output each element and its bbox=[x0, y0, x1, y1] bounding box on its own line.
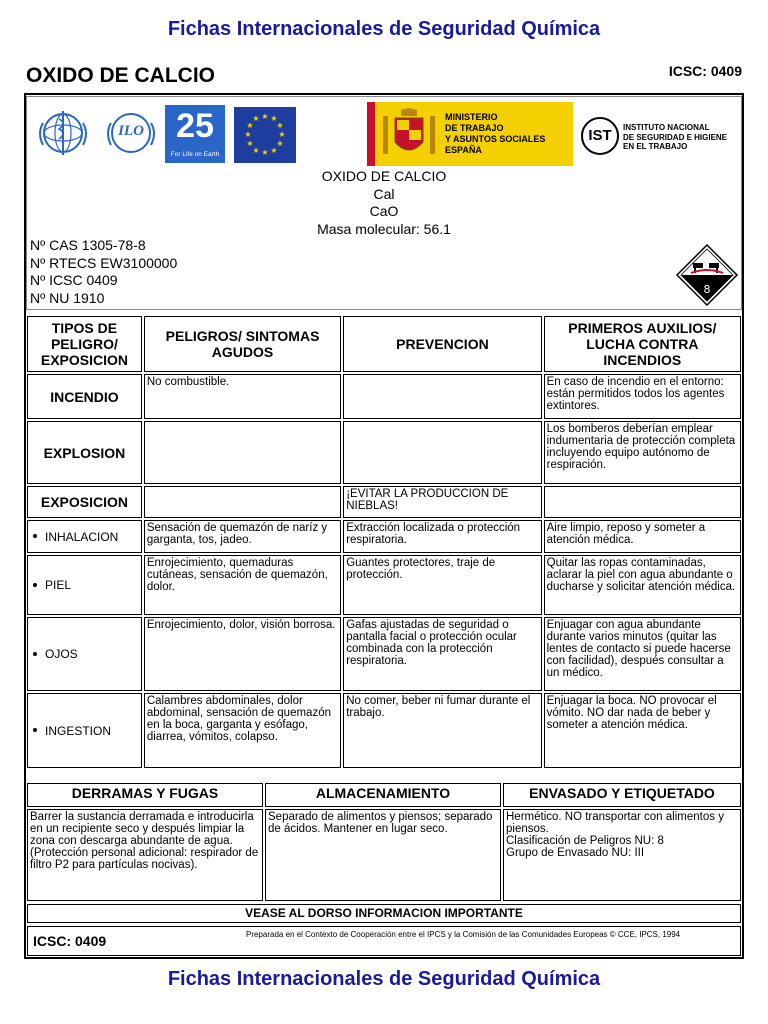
row-label-incendio: INCENDIO bbox=[27, 374, 142, 419]
cell-prevencion bbox=[343, 374, 541, 419]
ministerio-line-2: DE TRABAJO bbox=[445, 123, 504, 133]
ministerio-line-3: Y ASUNTOS SOCIALES bbox=[445, 134, 546, 144]
icsc-number: Nº ICSC 0409 bbox=[30, 272, 118, 288]
cell-auxilios: Quitar las ropas contaminadas, aclarar la piel con agua abundante o ducharse y solicitar atención médica. bbox=[544, 555, 741, 615]
preparation-note: Preparada en el Contexto de Cooperación entre el IPCS y la Comisión de las Comunidades Europeas © CCE, IPCS, 1994 bbox=[246, 930, 681, 939]
svg-text:★: ★ bbox=[246, 139, 254, 148]
row-label-explosion: EXPLOSION bbox=[27, 421, 142, 484]
header-peligros: PELIGROS/ SINTOMAS AGUDOS bbox=[144, 316, 341, 372]
cell-peligros: Calambres abdominales, dolor abdominal, sensación de quemazón en la boca, garganta y esófago, diarrea, vómitos, colapso. bbox=[144, 693, 341, 768]
see-reverse-notice: VEASE AL DORSO INFORMACION IMPORTANTE bbox=[27, 904, 741, 923]
ministerio-line-4: ESPAÑA bbox=[445, 145, 482, 155]
icsc-number-top: ICSC: 0409 bbox=[668, 63, 742, 79]
insht-mark-icon bbox=[581, 117, 619, 155]
svg-text:★: ★ bbox=[244, 130, 252, 139]
svg-text:★: ★ bbox=[276, 121, 284, 130]
row-label-inhalacion: INHALACION bbox=[45, 529, 119, 544]
envasado-grupo: Grupo de Envasado NU: III bbox=[506, 847, 645, 859]
cas-number: Nº CAS 1305-78-8 bbox=[30, 237, 146, 253]
header-prevencion: PREVENCION bbox=[343, 316, 541, 372]
ilo-logo-text: ILO bbox=[118, 123, 144, 139]
almacenamiento-text: Separado de alimentos y piensos; separado de ácidos. Mantener en lugar seco. bbox=[265, 809, 501, 901]
ipcs-25-logo-icon bbox=[165, 105, 225, 163]
table-row-incendio bbox=[27, 374, 741, 419]
page-footer-title: Fichas Internacionales de Seguridad Química bbox=[167, 968, 601, 990]
envasado-cell bbox=[503, 809, 741, 901]
ilo-logo-icon bbox=[101, 105, 161, 161]
cell-auxilios: Enjuagar con agua abundante durante varios minutos (quitar las lentes de contacto si puede hacerse con facilidad), después consultar a un médico. bbox=[544, 617, 741, 691]
icsc-number-bottom: ICSC: 0409 bbox=[33, 933, 107, 949]
cell-peligros: Sensación de quemazón de naríz y garganta, tos, jadeo. bbox=[144, 520, 341, 553]
cell-peligros bbox=[144, 421, 341, 484]
bullet-icon bbox=[33, 534, 37, 538]
page-header-title: Fichas Internacionales de Seguridad Química bbox=[167, 18, 601, 40]
table-header-row bbox=[27, 316, 741, 372]
bullet-icon bbox=[33, 583, 37, 587]
un-number: Nº NU 1910 bbox=[30, 289, 105, 306]
cell-prevencion: No comer, beber ni fumar durante el trabajo. bbox=[343, 693, 541, 768]
ipcs-25-caption: For Life on Earth bbox=[170, 151, 220, 158]
molecular-mass: Masa molecular: 56.1 bbox=[317, 220, 451, 237]
table-row-ingestion bbox=[27, 693, 741, 768]
substance-identity bbox=[200, 168, 568, 238]
ipcs-25-number: 25 bbox=[176, 107, 214, 145]
document-title: OXIDO DE CALCIO bbox=[26, 64, 216, 87]
substance-formula: CaO bbox=[369, 203, 399, 219]
insht-line-3: EN EL TRABAJO bbox=[623, 142, 688, 151]
insht-line-1: INSTITUTO NACIONAL bbox=[623, 123, 710, 132]
envasado-clasificacion: Clasificación de Peligros NU: 8 bbox=[506, 835, 664, 847]
row-label-piel: PIEL bbox=[45, 578, 72, 592]
svg-text:★: ★ bbox=[261, 148, 269, 157]
bullet-icon bbox=[33, 728, 37, 732]
insht-line-2: DE SEGURIDAD E HIGIENE bbox=[623, 132, 728, 142]
table-row-inhalacion bbox=[27, 520, 741, 553]
svg-text:★: ★ bbox=[270, 146, 278, 155]
table-row-explosion bbox=[27, 421, 741, 484]
cell-prevencion: Extracción localizada o protección respiratoria. bbox=[343, 520, 541, 553]
svg-text:★: ★ bbox=[278, 130, 286, 139]
bullet-icon bbox=[33, 652, 37, 656]
insht-logo bbox=[581, 117, 741, 157]
svg-text:★: ★ bbox=[261, 112, 269, 121]
derrames-text: Barrer la sustancia derramada e introducirla en un recipiente seco y después limpiar la zona con descarga abundante de agua. (Protección personal adicional: respirador de filtro P2 para partículas nocivas). bbox=[27, 809, 263, 901]
svg-text:★: ★ bbox=[246, 121, 254, 130]
svg-text:★: ★ bbox=[276, 139, 284, 148]
eu-flag-icon bbox=[234, 107, 296, 163]
substance-name: OXIDO DE CALCIO bbox=[321, 168, 447, 184]
corrosive-hazard-icon bbox=[675, 243, 739, 307]
insht-mark-text: IST bbox=[588, 127, 612, 144]
header-tipos: TIPOS DE PELIGRO/ EXPOSICION bbox=[27, 316, 142, 372]
table-row-ojos bbox=[27, 617, 741, 691]
cell-auxilios: En caso de incendio en el entorno: están permitidos todos los agentes extintores. bbox=[544, 374, 741, 419]
cell-auxilios: Aire limpio, reposo y someter a atención médica. bbox=[544, 520, 741, 553]
row-label-ingestion: INGESTION bbox=[45, 723, 112, 738]
hazard-class-number: 8 bbox=[703, 283, 711, 296]
cell-prevencion: Guantes protectores, traje de protección. bbox=[343, 555, 541, 615]
cell-auxilios bbox=[544, 486, 741, 518]
svg-text:★: ★ bbox=[270, 114, 278, 123]
cell-peligros: Enrojecimiento, dolor, visión borrosa. bbox=[144, 617, 341, 691]
envasado-text: Hermético. NO transportar con alimentos y piensos. bbox=[506, 811, 724, 835]
who-logo-icon bbox=[33, 105, 93, 161]
cell-peligros bbox=[144, 486, 341, 518]
table-row-exposicion bbox=[27, 486, 741, 518]
ministerio-line-1: MINISTERIO bbox=[445, 112, 498, 122]
row-label-exposicion: EXPOSICION bbox=[27, 486, 142, 518]
storage-section-table bbox=[25, 781, 743, 903]
ministerio-logo bbox=[367, 102, 573, 166]
cell-auxilios: Los bomberos deberían emplear indumentaria de protección completa incluyendo equipo autónomo de respiración. bbox=[544, 421, 741, 484]
rtecs-number: Nº RTECS EW3100000 bbox=[30, 254, 178, 271]
envasado-title: ENVASADO Y ETIQUETADO bbox=[503, 783, 741, 807]
cell-prevencion bbox=[343, 421, 541, 484]
derrames-title: DERRAMAS Y FUGAS bbox=[27, 783, 263, 807]
section-header-row bbox=[27, 783, 741, 807]
spain-flag-stripe-icon bbox=[367, 102, 375, 166]
cell-auxilios: Enjuagar la boca. NO provocar el vómito. NO dar nada de beber y someter a atención médica. bbox=[544, 693, 741, 768]
section-content-row bbox=[27, 809, 741, 901]
almacenamiento-title: ALMACENAMIENTO bbox=[265, 783, 501, 807]
spain-coat-of-arms-icon bbox=[379, 108, 439, 160]
svg-text:★: ★ bbox=[252, 114, 260, 123]
cell-peligros: No combustible. bbox=[144, 374, 341, 419]
header-primeros-auxilios: PRIMEROS AUXILIOS/ LUCHA CONTRA INCENDIOS bbox=[544, 316, 741, 372]
cell-prevencion: Gafas ajustadas de seguridad o pantalla facial o protección ocular combinada con la protección respiratoria. bbox=[343, 617, 541, 691]
substance-synonym: Cal bbox=[373, 185, 395, 202]
cell-prevencion: ¡EVITAR LA PRODUCCION DE NIEBLAS! bbox=[343, 486, 541, 518]
table-row-piel bbox=[27, 555, 741, 615]
footer-row bbox=[27, 926, 741, 956]
hazard-table bbox=[25, 314, 743, 770]
row-label-ojos: OJOS bbox=[45, 647, 78, 661]
cell-peligros: Enrojecimiento, quemaduras cutáneas, sensación de quemazón, dolor. bbox=[144, 555, 341, 615]
identifier-numbers bbox=[30, 237, 177, 307]
svg-text:★: ★ bbox=[252, 146, 260, 155]
